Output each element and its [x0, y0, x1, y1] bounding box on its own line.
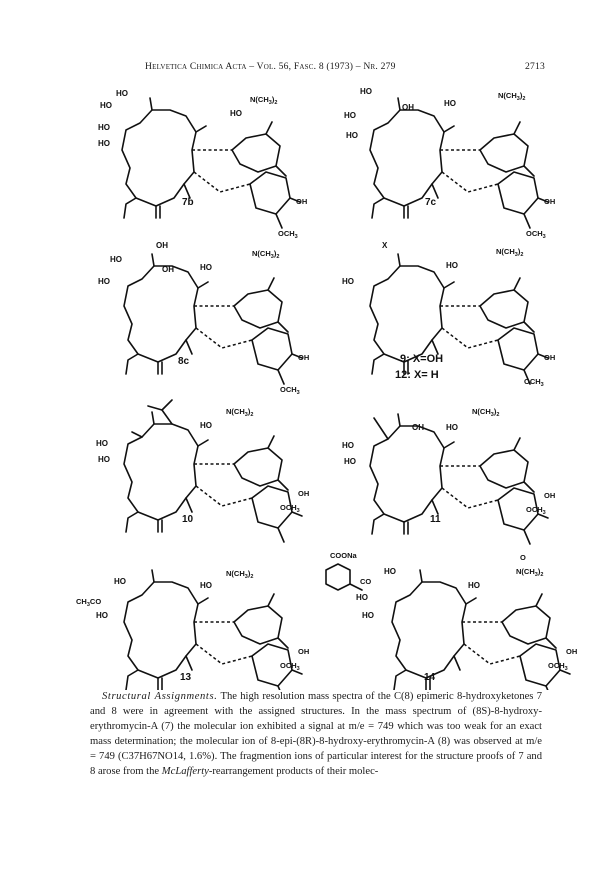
svg-text:HO: HO	[116, 89, 128, 98]
section-heading: Structural Assignments.	[102, 691, 218, 702]
label-13: 13	[180, 672, 192, 683]
svg-text:N(CH3)2: $N(CH_3)_2$	[226, 569, 254, 580]
structure-11	[342, 407, 555, 544]
svg-text:X: X	[382, 241, 388, 250]
label-7b: 7b	[182, 197, 194, 208]
author-name: McLafferty	[161, 765, 209, 777]
svg-text:HO: HO	[356, 593, 368, 602]
svg-text:HO: HO	[200, 263, 212, 272]
journal-citation: Helvetica Chimica Acta – Vol. 56, Fasc. 8 (1973) – Nr. 279	[145, 61, 396, 72]
svg-text:HO: HO	[96, 439, 108, 448]
label-10: 10	[182, 514, 194, 525]
label-9: 9: X=OH	[400, 353, 444, 365]
svg-text:HO: HO	[98, 277, 110, 286]
svg-text:HO: HO	[446, 261, 458, 270]
structure-14	[326, 551, 577, 690]
svg-text:OH: OH	[298, 353, 310, 362]
svg-text:HO: HO	[96, 611, 108, 620]
label-12: 12: X= H	[395, 369, 439, 381]
structure-8c	[98, 241, 309, 396]
svg-text:HO: HO	[360, 87, 372, 96]
svg-text:N(CH3)2: $N(CH_3)_2$	[496, 247, 524, 258]
svg-text:HO: HO	[98, 139, 110, 148]
svg-text:HO: HO	[200, 421, 212, 430]
page-number: 2713	[525, 61, 545, 72]
svg-text:OCH3: $OCH_3$	[526, 229, 546, 240]
svg-text:OH: OH	[402, 103, 414, 112]
svg-text:OH: OH	[298, 489, 310, 498]
svg-text:HO: HO	[446, 423, 458, 432]
svg-text:HO: HO	[342, 441, 354, 450]
svg-text:HO: HO	[98, 455, 110, 464]
svg-text:HO: HO	[114, 577, 126, 586]
svg-text:OCH3: $OCH_3$	[526, 505, 546, 516]
svg-text:HO: HO	[98, 123, 110, 132]
svg-text:OCH3: $OCH_3$	[524, 377, 544, 388]
svg-text:HO: HO	[362, 611, 374, 620]
svg-text:OH: OH	[544, 491, 556, 500]
svg-text:N(CH3)2: $N(CH_3)_2$	[516, 567, 544, 578]
svg-text:OH: OH	[544, 197, 556, 206]
structure-9-12	[342, 241, 555, 388]
svg-text:OCH3: $OCH_3$	[280, 385, 300, 396]
svg-text:OH: OH	[566, 647, 578, 656]
svg-text:COONa: COONa	[330, 551, 357, 560]
svg-text:HO: HO	[344, 457, 356, 466]
svg-text:CH3CO: $CH_3CO$	[76, 597, 102, 608]
svg-text:OH: OH	[412, 423, 424, 432]
svg-text:O: O	[520, 553, 526, 562]
svg-text:N(CH3)2: $N(CH_3)_2$	[226, 407, 254, 418]
svg-text:HO: HO	[468, 581, 480, 590]
structure-7c	[344, 87, 555, 240]
label-11: 11	[430, 514, 441, 525]
svg-text:OH: OH	[156, 241, 168, 250]
svg-text:N(CH3)2: $N(CH_3)_2$	[250, 95, 278, 106]
svg-text:N(CH3)2: $N(CH_3)_2$	[472, 407, 500, 418]
svg-text:OH: OH	[162, 265, 174, 274]
label-8c: 8c	[178, 356, 190, 367]
svg-text:HO: HO	[100, 101, 112, 110]
label-7c: 7c	[425, 197, 437, 208]
structure-13	[76, 569, 309, 690]
svg-text:OCH3: $OCH_3$	[278, 229, 298, 240]
svg-text:HO: HO	[110, 255, 122, 264]
svg-text:HO: HO	[384, 567, 396, 576]
svg-text:OH: OH	[298, 647, 310, 656]
svg-text:OCH3: $OCH_3$	[548, 661, 568, 672]
svg-text:HO: HO	[344, 111, 356, 120]
structure-7b	[98, 89, 307, 240]
label-14: 14	[424, 672, 436, 683]
svg-text:OH: OH	[544, 353, 556, 362]
svg-text:HO: HO	[346, 131, 358, 140]
body-paragraph	[90, 690, 542, 779]
svg-text:CO: CO	[360, 577, 372, 586]
svg-text:HO: HO	[342, 277, 354, 286]
svg-text:OH: OH	[296, 197, 308, 206]
paragraph-text-end: -rearrangement products of their molec-	[208, 765, 379, 777]
svg-text:N(CH3)2: $N(CH_3)_2$	[252, 249, 280, 260]
structure-10	[96, 400, 309, 542]
svg-text:HO: HO	[444, 99, 456, 108]
svg-text:HO: HO	[200, 581, 212, 590]
svg-text:OCH3: $OCH_3$	[280, 503, 300, 514]
paragraph-text: The high resolution mass spectra of the C(8) epimeric 8-hydroxyketones 7 and 8 were in agreement with the assigned structures. In the mass spectrum of (8S)-8-hydroxy-erythromycin-A (7) the molecular ion exhibited a signal at m/e = 749 which was too weak for an exact mass determination; the molecular ion of 8-epi-(8R)-8-hydroxy-erythromycin-A (8) was observed at m/e = 749 (C37H67NO14, 1.6%). The fragmention ions of particular interest for the structure proofs of 7 and 8 arose from the	[90, 691, 542, 777]
svg-text:OCH3: $OCH_3$	[280, 661, 300, 672]
svg-text:N(CH3)2: $N(CH_3)_2$	[498, 91, 526, 102]
svg-text:HO: HO	[230, 109, 242, 118]
